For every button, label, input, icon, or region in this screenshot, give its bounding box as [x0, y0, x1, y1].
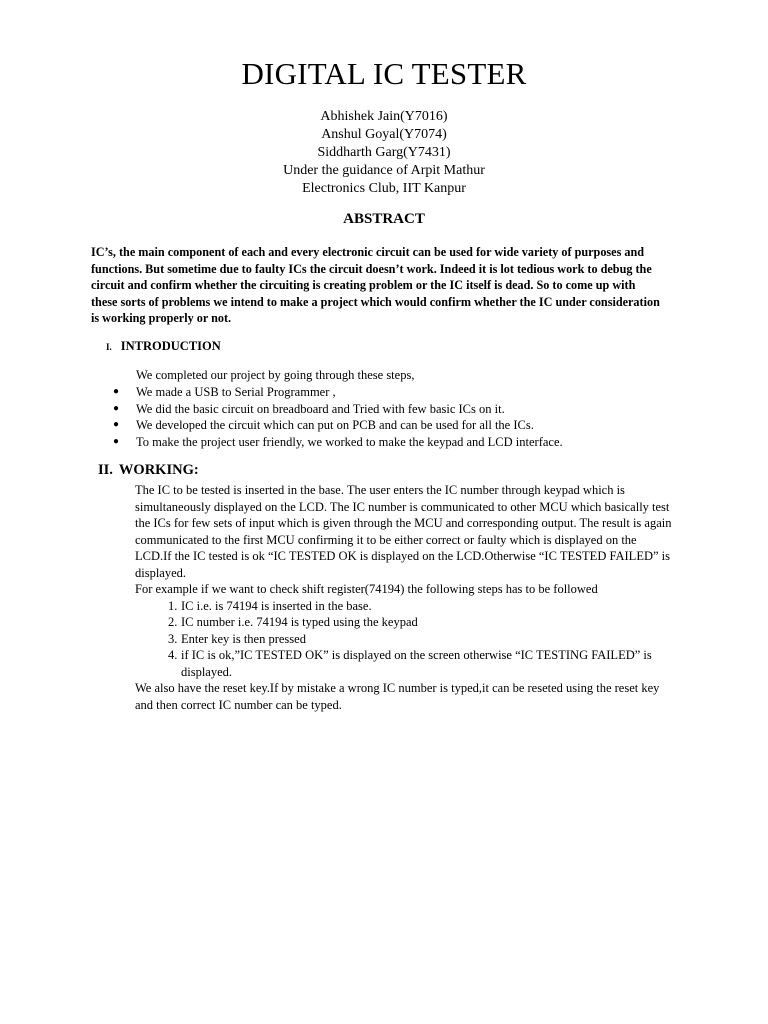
section-number: II.: [98, 462, 113, 478]
list-item: [135, 631, 695, 648]
list-item: [135, 598, 695, 615]
introduction-heading: [106, 339, 221, 354]
list-item: [135, 647, 695, 680]
abstract-line: is working properly or not.: [91, 311, 232, 325]
paragraph-line: The IC to be tested is inserted in the base. The user enters the IC number through keypad which is: [135, 483, 625, 497]
guidance-line: Under the guidance of Arpit Mathur: [283, 163, 485, 178]
section-number: I.: [106, 342, 112, 352]
working-body: [135, 482, 695, 713]
step-number: 1.: [168, 598, 178, 613]
step-number: 2.: [168, 615, 178, 629]
step-text: if IC is ok,”IC TESTED OK” is displayed on the screen otherwise “IC TESTING FAILED” is: [181, 648, 652, 662]
paragraph-line: communicated to the first MCU confirming it to be either correct or faulty which is displayed on the: [135, 532, 637, 547]
abstract-body: [91, 244, 691, 327]
abstract-heading: ABSTRACT: [343, 211, 425, 227]
working-heading: [98, 462, 199, 479]
author-line: Abhishek Jain(Y7016): [320, 109, 448, 124]
list-item: [113, 417, 563, 434]
affiliation-line: Electronics Club, IIT Kanpur: [302, 181, 466, 196]
list-item-text: We developed the circuit which can put on PCB and can be used for all the ICs.: [136, 418, 534, 432]
abstract-line: these sorts of problems we intend to make a project which would confirm whether the IC under consideration: [91, 294, 660, 309]
section-title: WORKING:: [118, 462, 199, 478]
paragraph-line: displayed.: [135, 565, 187, 580]
step-number: 4.: [168, 648, 178, 662]
list-item-text: To make the project user friendly, we worked to make the keypad and LCD interface.: [136, 434, 563, 449]
list-item: [113, 401, 563, 418]
abstract-line: IC’s, the main component of each and every electronic circuit can be used for wide variety of purposes and: [91, 245, 645, 259]
section-title: INTRODUCTION: [120, 339, 221, 353]
paragraph-line: and then correct IC number can be typed.: [135, 697, 342, 712]
paragraph-line: LCD.If the IC tested is ok “IC TESTED OK is displayed on the LCD.Otherwise “IC TESTED FAILED” is: [135, 549, 670, 563]
author-line: Siddharth Garg(Y7431): [317, 145, 451, 160]
step-text-continuation: displayed.: [181, 664, 233, 679]
steps-list: [135, 598, 695, 681]
author-line: Anshul Goyal(Y7074): [321, 127, 447, 142]
list-item: [135, 614, 695, 631]
paper-title: DIGITAL IC TESTER: [241, 56, 527, 91]
list-item: [113, 434, 563, 451]
paragraph-line: simultaneously displayed on the LCD. The IC number is communicated to other MCU which basically test: [135, 499, 670, 514]
list-item-text: We did the basic circuit on breadboard and Tried with few basic ICs on it.: [136, 401, 505, 416]
paragraph-line: the ICs for few sets of input which is given through the MCU and corresponding output. The result is again: [135, 516, 672, 530]
paragraph-line: We also have the reset key.If by mistake a wrong IC number is typed,it can be reseted using the reset key: [135, 681, 660, 695]
introduction-bullet-list: [113, 384, 563, 450]
list-item: [113, 384, 563, 401]
step-text: Enter key is then pressed: [181, 631, 306, 646]
abstract-line: circuit and confirm whether the circuiting is creating problem or the IC itself is dead. So to come up with: [91, 278, 636, 292]
list-item-text: We made a USB to Serial Programmer ,: [136, 385, 336, 399]
step-text: IC i.e. is 74194 is inserted in the base.: [181, 598, 372, 613]
bullet-icon: ●: [113, 402, 120, 414]
bullet-icon: ●: [113, 386, 120, 397]
author-block: [0, 108, 768, 198]
example-intro: For example if we want to check shift register(74194) the following steps has to be followed: [135, 582, 598, 596]
step-number: 3.: [168, 631, 178, 646]
bullet-icon: ●: [113, 435, 120, 447]
bullet-icon: ●: [113, 419, 120, 430]
introduction-intro: We completed our project by going through these steps,: [136, 368, 415, 382]
abstract-line: functions. But sometime due to faulty ICs the circuit doesn’t work. Indeed it is lot tedious work to debug the: [91, 261, 652, 276]
step-text: IC number i.e. 74194 is typed using the keypad: [181, 615, 418, 629]
